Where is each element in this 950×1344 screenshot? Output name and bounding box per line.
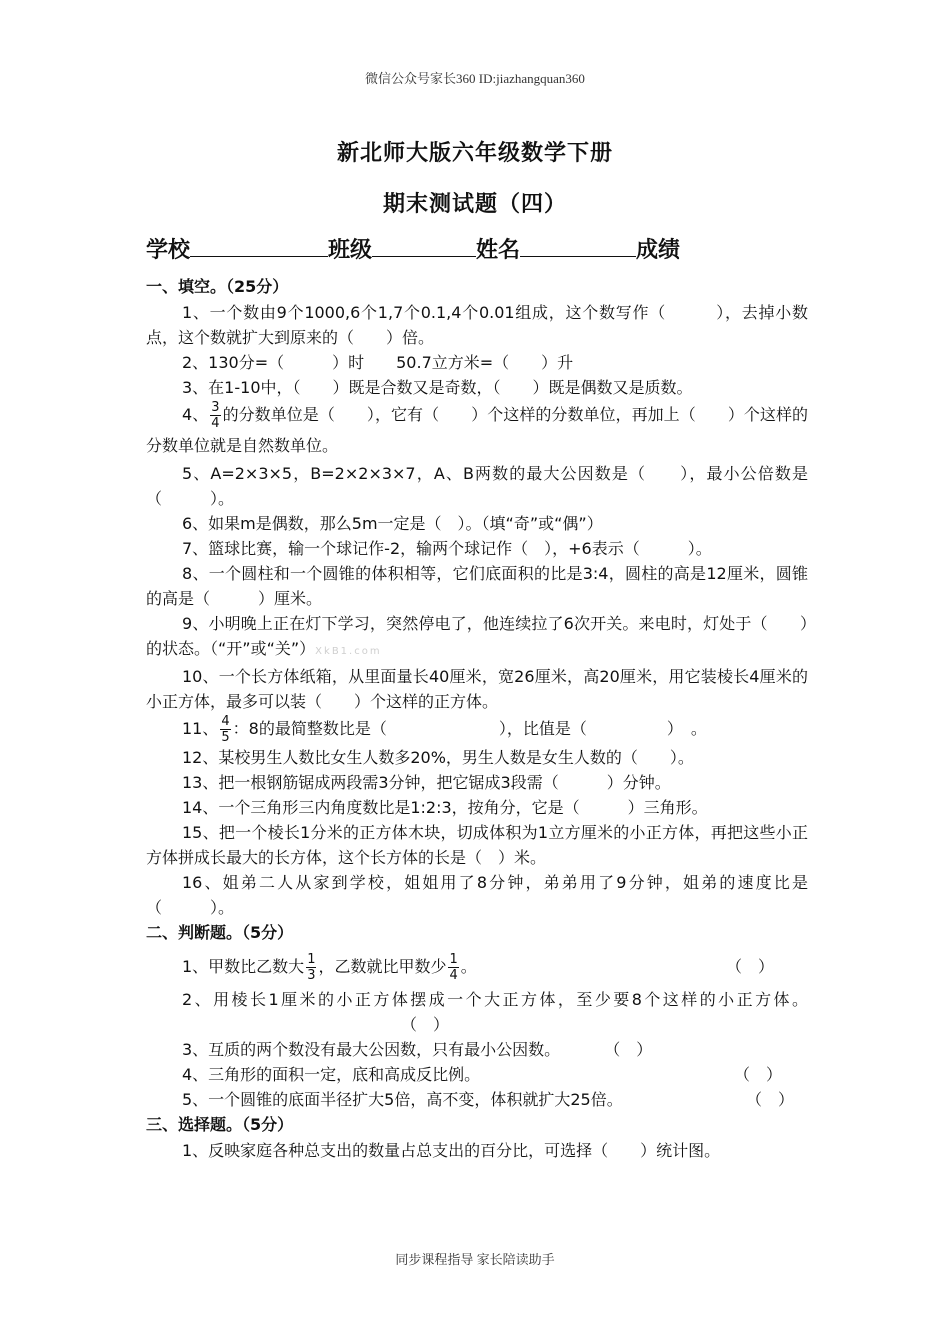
judge-q1-text-b: ，乙数就比甲数少: [318, 957, 447, 976]
fill-q7: 7、篮球比赛，输一个球记作-2，输两个球记作（ ），+6表示（ ）。: [182, 539, 712, 558]
exam-content: [146, 274, 808, 1163]
fraction-numerator: 1: [449, 952, 458, 967]
fill-q9: [146, 611, 808, 664]
fill-q9-text: 9、小明晚上正在灯下学习，突然停电了，他连续拉了6次开关。来电时，灯处于（ ）的状态。（“开”或“关”）: [146, 614, 808, 658]
fill-q3: 3、在1-10中，（ ）既是合数又是奇数，（ ）既是偶数又是质数。: [182, 378, 693, 397]
fraction-denominator: 3: [307, 968, 316, 983]
section-choice-heading: 三、选择题。（5分）: [146, 1115, 294, 1134]
school-blank: [190, 236, 328, 257]
fraction: [210, 400, 220, 431]
fraction: [448, 952, 458, 983]
judge-q1-text-a: 1、甲数比乙数大: [182, 957, 305, 976]
fraction-numerator: 4: [221, 714, 230, 729]
judge-q1: [146, 952, 808, 983]
page-footer: 同步课程指导 家长陪读助手: [395, 1252, 555, 1267]
fraction: [220, 714, 230, 745]
fill-q12: 12、某校男生人数比女生人数多20%，男生人数是女生人数的（ ）。: [182, 748, 694, 767]
fill-q5: 5、A=2×3×5，B=2×2×3×7，A、B两数的最大公因数是（ ），最小公倍数是（ ）。: [146, 464, 808, 508]
judge-q3-answer-mark: （ ）: [604, 1040, 653, 1059]
section-fill-heading: 一、填空。（25分）: [146, 277, 289, 296]
fill-q8: 8、一个圆柱和一个圆锥的体积相等，它们底面积的比是3:4，圆柱的高是12厘米，圆锥的高是（ ）厘米。: [146, 564, 808, 608]
choice-q1: 1、反映家庭各种总支出的数量占总支出的百分比，可选择（ ）统计图。: [182, 1141, 721, 1160]
fraction-numerator: 3: [211, 400, 220, 415]
class-label: 班级: [328, 238, 373, 263]
score-label: 成绩: [636, 238, 681, 263]
fill-q10: 10、一个长方体纸箱，从里面量长40厘米，宽26厘米，高20厘米，用它装棱长4厘米的小正方体，最多可以装（ ）个这样的正方体。: [146, 667, 808, 711]
fill-q4-prefix: 4、: [182, 405, 209, 424]
name-label: 姓名: [476, 238, 521, 263]
fill-q11: [146, 714, 808, 745]
exam-subtitle: 期末测试题（四）: [382, 192, 567, 217]
judge-q5-text: 5、一个圆锥的底面半径扩大5倍，高不变，体积就扩大25倍。: [182, 1090, 623, 1109]
fill-q14: 14、一个三角形三内角度数比是1:2:3，按角分，它是（ ）三角形。: [182, 798, 708, 817]
fill-q13: 13、把一根钢筋锯成两段需3分钟，把它锯成3段需（ ）分钟。: [182, 773, 671, 792]
judge-q4: [146, 1062, 808, 1087]
fraction-denominator: 4: [211, 416, 220, 431]
fraction: [306, 952, 316, 983]
page-header: 微信公众号家长360 ID:jiazhangquan360: [365, 71, 585, 86]
fill-q11-text: ：8的最简整数比是（ ），比值是（ ） 。: [232, 719, 707, 738]
fill-q1: 1、一个数由9个1000,6个1,7个0.1,4个0.01组成，这个数写作（ ），去掉小数点，这个数就扩大到原来的（ ）倍。: [146, 303, 808, 347]
fill-q11-prefix: 11、: [182, 719, 219, 738]
fill-q16: 16、姐弟二人从家到学校，姐姐用了8分钟，弟弟用了9分钟，姐弟的速度比是（ ）。: [146, 873, 808, 917]
fill-q2: 2、130分=（ ）时 50.7立方米=（ ）升: [182, 353, 574, 372]
judge-q2-answer-mark: （ ）: [401, 1015, 450, 1034]
fill-q15: 15、把一个棱长1分米的正方体木块，切成体积为1立方厘米的小正方体，再把这些小正方体拼成长最大的长方体，这个长方体的长是（ ）米。: [146, 823, 808, 867]
section-judge-heading: 二、判断题。（5分）: [146, 923, 294, 942]
fill-q4: [146, 400, 808, 461]
judge-q2-text: 2、用棱长1厘米的小正方体摆成一个大正方体，至少要8个这样的小正方体。: [182, 990, 808, 1009]
class-blank: [372, 236, 476, 257]
fill-q4-text: 的分数单位是（ ），它有（ ）个这样的分数单位，再加上（ ）个这样的分数单位就是自然数单位。: [146, 405, 808, 455]
fraction-denominator: 4: [449, 968, 458, 983]
judge-q1-text-c: 。: [460, 957, 477, 976]
judge-q3: [146, 1037, 808, 1062]
judge-q5: [146, 1087, 808, 1112]
exam-title: 新北师大版六年级数学下册: [336, 141, 613, 166]
judge-q3-text: 3、互质的两个数没有最大公因数，只有最小公因数。: [182, 1040, 561, 1059]
judge-q4-answer-mark: （ ）: [733, 1065, 782, 1084]
fraction-denominator: 5: [221, 730, 230, 745]
judge-q4-text: 4、三角形的面积一定，底和高成反比例。: [182, 1065, 481, 1084]
fraction-numerator: 1: [307, 952, 316, 967]
judge-q5-answer-mark: （ ）: [745, 1090, 794, 1109]
school-label: 学校: [146, 238, 191, 263]
fill-q6: 6、如果m是偶数，那么5m一定是（ ）。（填“奇”或“偶”）: [182, 514, 603, 533]
name-blank: [520, 236, 636, 257]
judge-q1-answer-mark: （ ）: [725, 957, 774, 976]
judge-q2: [146, 987, 808, 1037]
student-info-line: [146, 233, 680, 264]
watermark-text: XkB1.com: [315, 646, 382, 657]
